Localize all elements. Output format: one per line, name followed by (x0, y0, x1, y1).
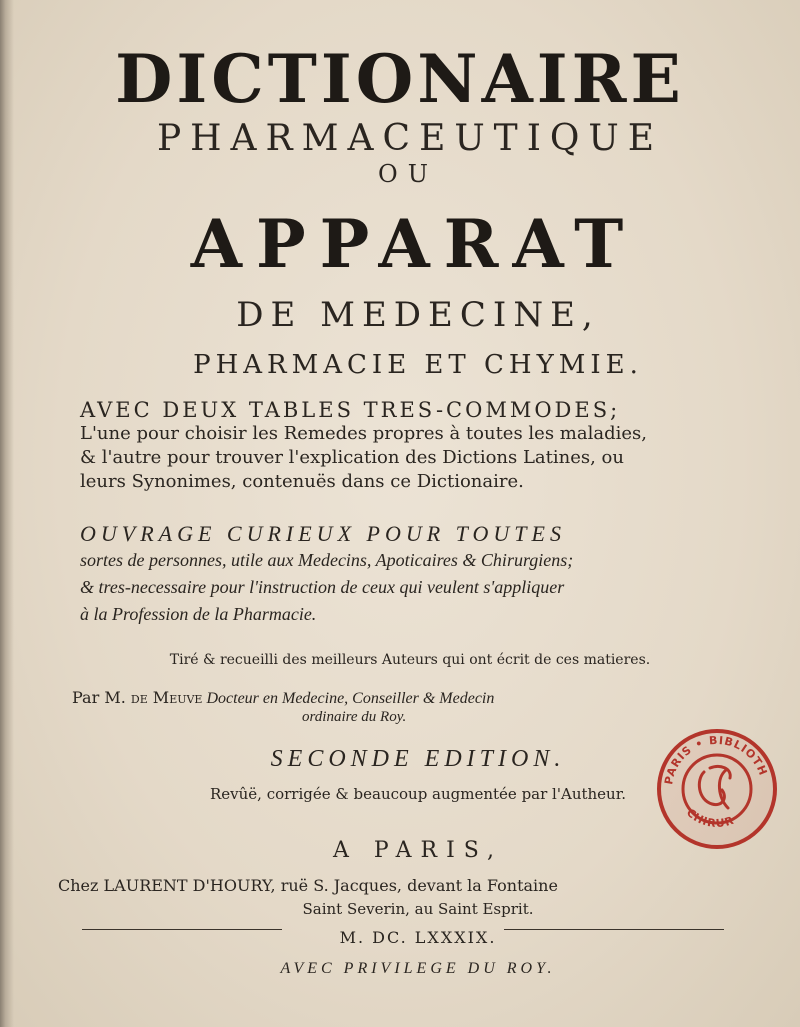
title-apparat: APPARAT (190, 205, 638, 283)
ouvrage-heading: OUVRAGE CURIEUX POUR TOUTES (80, 521, 566, 546)
author-line (72, 688, 494, 708)
title-pharmaceutique: PHARMACEUTIQUE (156, 118, 664, 159)
ouvrage-line-4: à la Profession de la Pharmacie. (80, 604, 317, 624)
tables-heading: AVEC DEUX TABLES TRES-COMMODES; (80, 398, 621, 422)
author-name: de Meuve (130, 688, 203, 707)
source-note: Tiré & recueilli des meilleurs Auteurs qui ont écrit de ces matieres. (169, 652, 651, 668)
ouvrage-line-2: sortes de personnes, utile aux Medecins, Apoticaires & Chirurgiens; (80, 550, 574, 570)
author-title-2: ordinaire du Roy. (302, 709, 407, 725)
tables-line-4: leurs Synonimes, contenuës dans ce Dictionaire. (80, 471, 524, 492)
author-title-1: Docteur en Medecine, Conseiller & Medecin (202, 690, 495, 707)
ouvrage-line-3: & tres-necessaire pour l'instruction de ceux qui veulent s'appliquer (80, 577, 565, 597)
tables-line-2: L'une pour choisir les Remedes propres à toutes les maladies, (80, 423, 647, 444)
title-dictionaire: DICTIONAIRE (115, 40, 685, 118)
ouvrage-description (80, 520, 720, 628)
imprint-city: A PARIS, (332, 838, 504, 863)
imprint-year: M. DC. LXXXIX. (339, 928, 497, 947)
tables-description (80, 398, 720, 494)
imprint-publisher-1: Chez LAURENT D'HOURY, ruë S. Jacques, devant la Fontaine (58, 876, 558, 895)
title-ou: OU (378, 160, 438, 188)
stamp-lettering-bottom: CHIRUR (683, 805, 737, 831)
title-de-medecine: DE MEDECINE, (236, 295, 600, 335)
edition-note: Revûë, corrigée & beaucoup augmentée par l'Autheur. (209, 785, 626, 803)
library-stamp (656, 728, 778, 850)
tables-line-3: & l'autre pour trouver l'explication des Dictions Latines, ou (80, 447, 624, 468)
edition-label: SECONDE EDITION. (270, 746, 566, 772)
author-prefix: Par M. (72, 688, 131, 707)
title-pharmacie-chymie: PHARMACIE ET CHYMIE. (193, 350, 643, 380)
stamp-lettering: PARIS • BIBLIOTH (662, 733, 770, 786)
imprint-privilege: AVEC PRIVILEGE DU ROY. (280, 960, 556, 977)
imprint-publisher-2: Saint Severin, au Saint Esprit. (302, 900, 534, 918)
